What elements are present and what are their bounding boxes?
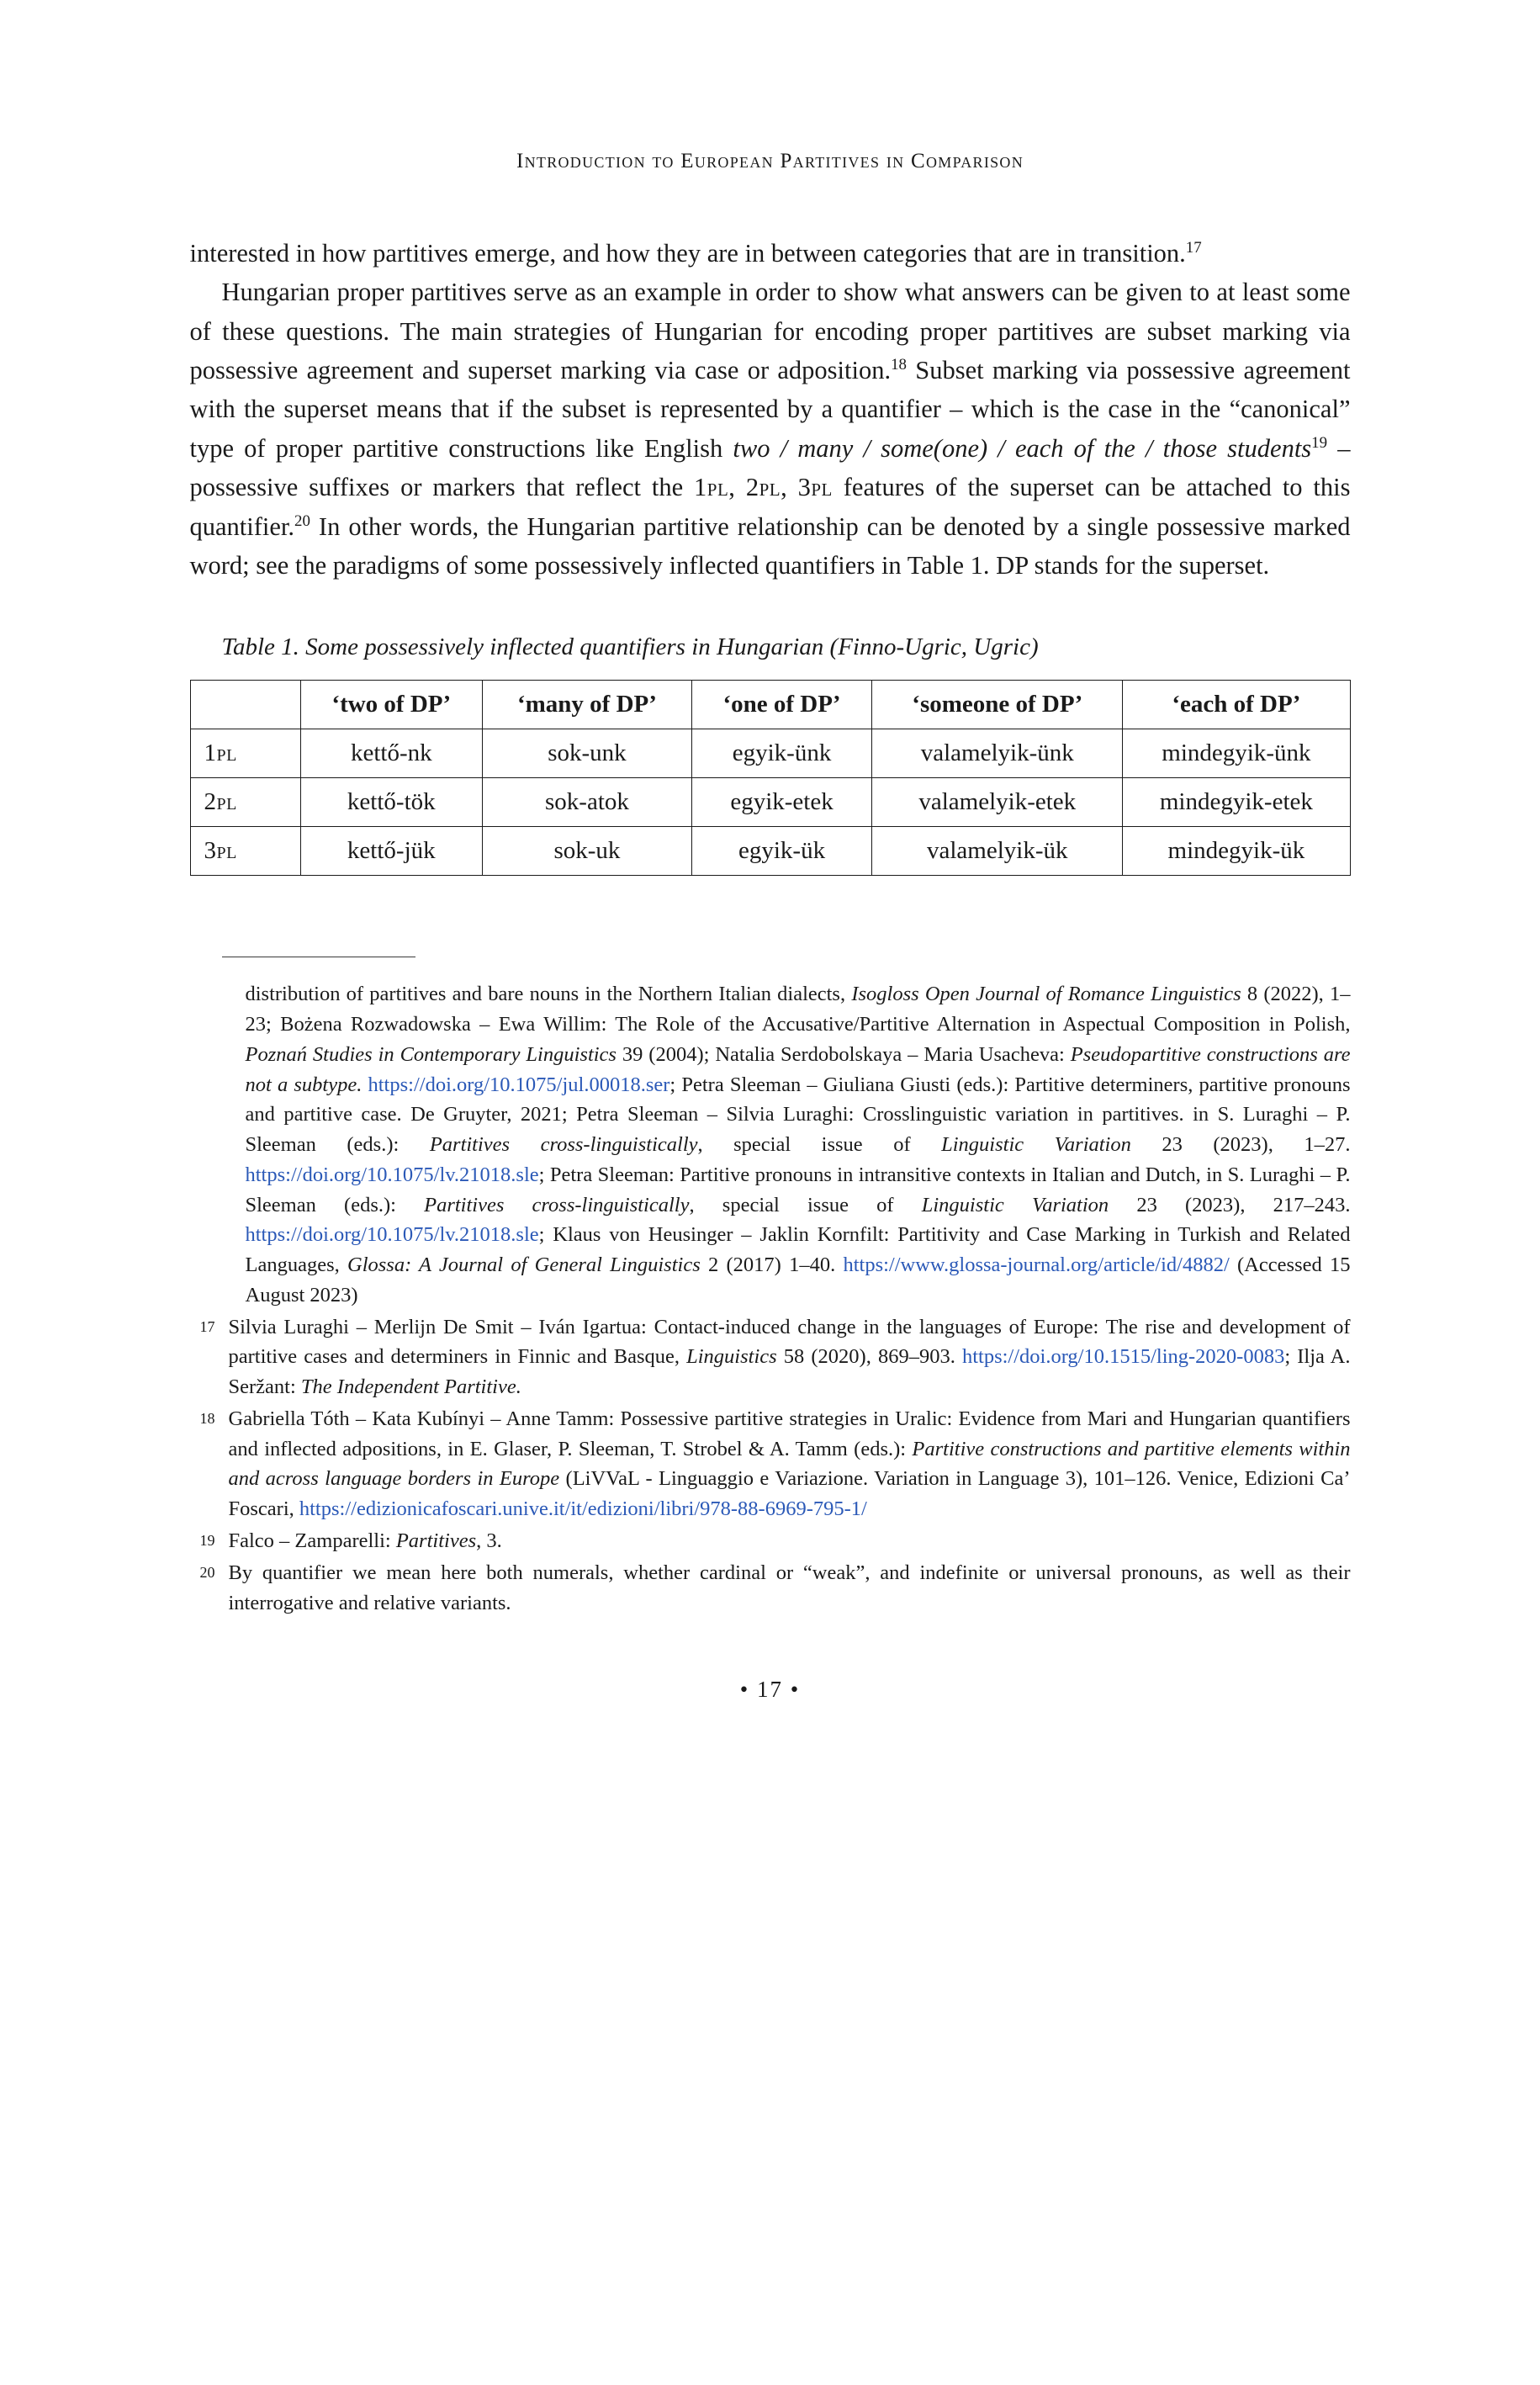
- footnote-span: 8 (2022), 1–23; Bożena Rozwadowska – Ewa Willim: The Role of the Accusative/Partitive Alternation in Aspectual Composition in Polish,: [245, 983, 1351, 1036]
- quantifier-table: [190, 680, 1351, 876]
- footnote-italic: Partitive constructions and partitive elements within and across language borders in Europe: [228, 1437, 1351, 1491]
- table-header-cell: ‘each of DP’: [1123, 681, 1350, 729]
- table-cell: kettő-nk: [300, 729, 483, 778]
- footnote-link[interactable]: https://doi.org/10.1075/lv.21018.sle: [245, 1223, 539, 1247]
- footnote-span: 23 (2023), 217–243.: [1109, 1193, 1351, 1216]
- person-number-gloss: 1pl: [204, 739, 237, 767]
- paragraph-2-text-f: features of the superset can be attached to this quantifier.: [189, 473, 1351, 541]
- footnote-italic: Glossa: A Journal of General Linguistics: [347, 1253, 701, 1277]
- table-caption: Table 1. Some possessively inflected quantifiers in Hungarian (Finno-Ugric, Ugric): [221, 633, 1039, 661]
- footnote-text: [229, 1526, 1351, 1556]
- paragraph-2-example: two / many / some(one) / each of the / those students: [733, 433, 1312, 463]
- paragraph-2-text-d: ,: [728, 473, 746, 502]
- footnote-span: (Accessed 15 August 2023): [245, 1253, 1351, 1306]
- footnote-span: , special issue of: [689, 1193, 922, 1216]
- footnote-span: 23 (2023), 1–27.: [1130, 1133, 1351, 1157]
- page-number: • 17 •: [739, 1677, 801, 1703]
- running-head: Introduction to European Partitives in Comparison: [516, 150, 1024, 172]
- table-header-cell: ‘two of DP’: [300, 681, 483, 729]
- table-cell: valamelyik-ük: [872, 827, 1123, 876]
- table-header-cell: ‘many of DP’: [483, 681, 692, 729]
- gloss-2pl: 2pl: [745, 473, 781, 502]
- footnote-span: By quantifier we mean here both numerals, whether cardinal or “weak”, and indefinite or universal pronouns, as well as their interrogative and relative variants.: [228, 1561, 1351, 1614]
- gloss-3pl: 3pl: [797, 473, 833, 502]
- footnote-span: distribution of partitives and bare nouns in the Northern Italian dialects,: [245, 983, 852, 1006]
- footnote-link[interactable]: https://www.glossa-journal.org/article/id/4882/: [843, 1253, 1230, 1277]
- paragraph-2-text-a: Hungarian proper partitives serve as an example in order to show what answers can be given to at least some of these questions. The main strategies of Hungarian for encoding proper partitives are subset marking via possessive agreement and superset marking via case or adposition.: [189, 278, 1351, 385]
- footnote-italic: The Independent Partitive.: [300, 1375, 521, 1399]
- footnote-text: [229, 1558, 1351, 1619]
- footnote-italic: Partitives: [395, 1529, 477, 1553]
- footnote-italic: Isogloss Open Journal of Romance Linguistics: [851, 983, 1241, 1006]
- footnote-ref-19[interactable]: 19: [1311, 433, 1328, 452]
- footnote: [190, 1404, 1351, 1524]
- footnote-italic: Linguistics: [686, 1345, 777, 1369]
- footnote-italic: Linguistic Variation: [921, 1193, 1109, 1216]
- footnote-span: Falco – Zamparelli:: [228, 1529, 396, 1553]
- footnote-span: , special issue of: [697, 1133, 942, 1157]
- footnote-marker: 18: [199, 1409, 215, 1427]
- footnote-span: (LiVVaL - Linguaggio e Variazione. Variation in Language 3), 101–126. Venice, Edizioni Ca’ Foscari,: [228, 1467, 1351, 1521]
- table-head: [190, 681, 1350, 729]
- footnote-span: Silvia Luraghi – Merlijn De Smit – Iván Igartua: Contact-induced change in the languages of Europe: The rise and development of partitive cases and determiners in Finnic and Basque,: [228, 1315, 1351, 1369]
- footnote-text: [229, 1404, 1351, 1524]
- footnote-marker: 19: [199, 1532, 215, 1550]
- footnote-span: 2 (2017) 1–40.: [700, 1253, 844, 1277]
- footnote-span: [362, 1073, 368, 1096]
- table-cell: sok-atok: [483, 778, 692, 827]
- footnote-span: Gabriella Tóth – Kata Kubínyi – Anne Tamm: Possessive partitive strategies in Uralic: Evidence from Mari and Hungarian quantifiers and inflected adpositions, in E. Glaser, P. Sleeman, T. Strobel & A. Tamm (eds.):: [228, 1407, 1351, 1460]
- table-header-cell: ‘someone of DP’: [872, 681, 1123, 729]
- footnote-ref-17[interactable]: 17: [1185, 238, 1202, 257]
- table-row-label: [190, 778, 300, 827]
- table-cell: egyik-ük: [691, 827, 871, 876]
- paragraph-2-text-g: In other words, the Hungarian partitive relationship can be denoted by a single possessive marked word; see the paradigms of some possessively inflected quantifiers in Table 1. DP stands for the superset.: [189, 511, 1351, 580]
- footnote-span: ; Ilja A. Seržant:: [228, 1345, 1351, 1399]
- table-header-blank: [190, 681, 300, 729]
- table-cell: mindegyik-ük: [1123, 827, 1350, 876]
- footnote-ref-18[interactable]: 18: [891, 355, 907, 374]
- table-row-label: [190, 729, 300, 778]
- paragraph-1: [190, 234, 1351, 273]
- table-header-cell: ‘one of DP’: [691, 681, 871, 729]
- footnote-ref-20[interactable]: 20: [294, 511, 310, 530]
- table-cell: sok-uk: [483, 827, 692, 876]
- gloss-1pl: 1pl: [694, 473, 729, 502]
- table-cell: valamelyik-ünk: [872, 729, 1123, 778]
- table-row: [190, 729, 1350, 778]
- table-cell: mindegyik-ünk: [1123, 729, 1350, 778]
- footnote-text: [229, 979, 1351, 1310]
- page-content: [190, 173, 1351, 1753]
- footnote-italic: Partitives cross-linguistically: [424, 1193, 690, 1216]
- table-cell: kettő-jük: [300, 827, 483, 876]
- table-cell: mindegyik-etek: [1123, 778, 1350, 827]
- paragraph-2-text-c: – possessive suffixes or markers that reflect the: [189, 433, 1351, 502]
- footnote-italic: Pseudopartitive constructions are not a subtype.: [245, 1042, 1351, 1096]
- footnote: [190, 1312, 1351, 1402]
- footnote: [190, 1526, 1351, 1556]
- footnote-link[interactable]: https://doi.org/10.1075/jul.00018.ser: [368, 1073, 670, 1096]
- person-number-gloss: 2pl: [204, 788, 237, 816]
- footnote-italic: Linguistic Variation: [941, 1133, 1131, 1157]
- paragraph-1-text: interested in how partitives emerge, and how they are in between categories that are in transition.: [189, 239, 1186, 268]
- paragraph-2-text-e: ,: [781, 473, 798, 502]
- table-cell: valamelyik-etek: [872, 778, 1123, 827]
- footnote-link[interactable]: https://doi.org/10.1075/lv.21018.sle: [245, 1163, 539, 1186]
- paragraph-2-text-b: Subset marking via possessive agreement with the superset means that if the subset is represented by a quantifier – which is the case in the “canonical” type of proper partitive constructions like English: [189, 356, 1351, 463]
- footnote-span: ; Petra Sleeman: Partitive pronouns in intransitive contexts in Italian and Dutch, in S. Luraghi – P. Sleeman (eds.):: [245, 1163, 1351, 1216]
- footnote-link[interactable]: https://doi.org/10.1515/ling-2020-0083: [961, 1345, 1285, 1369]
- footnote-span: ; Petra Sleeman – Giuliana Giusti (eds.): Partitive determiners, partitive pronouns and partitive case. De Gruyter, 2021; Petra Sleeman – Silvia Luraghi: Crosslinguistic variation in partitives. in S. Luraghi – P. Sleeman (eds.):: [245, 1073, 1351, 1157]
- table-cell: kettő-tök: [300, 778, 483, 827]
- footnote-italic: Poznań Studies in Contemporary Linguistics: [245, 1042, 617, 1066]
- footnote-marker: 20: [199, 1563, 215, 1581]
- footnote-marker: 17: [199, 1317, 215, 1335]
- footnote-span: 39 (2004); Natalia Serdobolskaya – Maria Usacheva:: [616, 1042, 1071, 1066]
- person-number-gloss: 3pl: [204, 837, 237, 865]
- table-row: [190, 827, 1350, 876]
- table-row: [190, 778, 1350, 827]
- table-body: [190, 729, 1350, 876]
- footnote: [190, 1558, 1351, 1619]
- table-cell: sok-unk: [483, 729, 692, 778]
- footnote-span: 58 (2020), 869–903.: [776, 1345, 962, 1369]
- table-row-label: [190, 827, 300, 876]
- paragraph-2: [190, 273, 1351, 585]
- table-cell: egyik-ünk: [691, 729, 871, 778]
- table-header-row: [190, 681, 1350, 729]
- table-cell: egyik-etek: [691, 778, 871, 827]
- footnote-span: ; Klaus von Heusinger – Jaklin Kornfilt: Partitivity and Case Marking in Turkish and Related Languages,: [245, 1223, 1351, 1277]
- footnote-italic: Partitives cross-linguistically: [429, 1133, 698, 1157]
- footnote-text: [229, 1312, 1351, 1402]
- footnote-span: , 3.: [476, 1529, 502, 1553]
- footnote-link[interactable]: https://edizionicafoscari.unive.it/it/edizioni/libri/978-88-6969-795-1/: [299, 1497, 867, 1521]
- footnote: [190, 979, 1351, 1310]
- footnotes: [190, 979, 1351, 1618]
